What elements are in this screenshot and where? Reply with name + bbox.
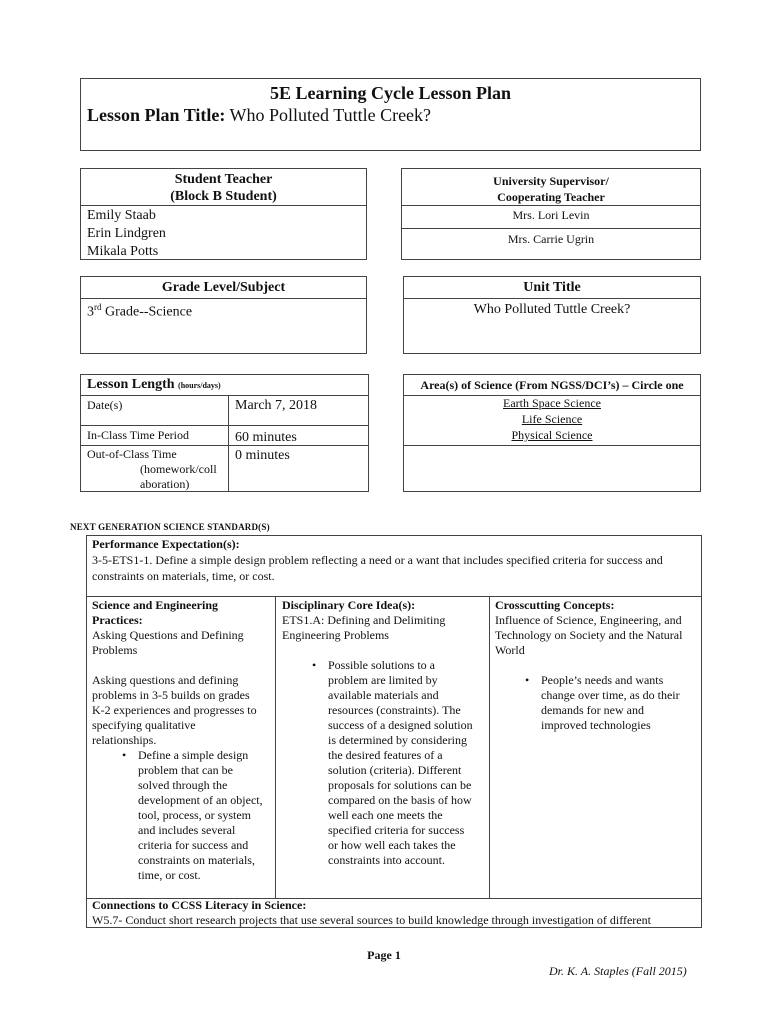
- pe-text-line: constraints on materials, time, or cost.: [92, 569, 275, 583]
- bullet-line: available materials and: [328, 688, 439, 702]
- science-area-earth[interactable]: Earth Space Science: [503, 396, 601, 410]
- spacer: [92, 658, 272, 673]
- lesson-length-title: Lesson Length: [87, 377, 175, 392]
- student-teacher-heading-line1: Student Teacher: [174, 172, 273, 187]
- crosscutting-bullet: [541, 673, 700, 733]
- bullet-line: constraints on materials,: [138, 853, 255, 867]
- bullet-line: resources (constraints). The: [328, 703, 461, 717]
- student-name: Emily Staab: [87, 208, 156, 223]
- divider: [404, 445, 700, 446]
- page-number: Page 1: [367, 948, 401, 962]
- ccss-heading: Connections to CCSS Literacy in Science:: [92, 898, 307, 912]
- bullet-line: or how well each takes the: [328, 838, 456, 852]
- supervisor-heading-line1: University Supervisor/: [493, 174, 609, 188]
- bullet-line: success of a designed solution: [328, 718, 473, 732]
- divider: [81, 205, 366, 206]
- grade-level-value: [87, 302, 192, 321]
- practices-line: Asking questions and defining: [92, 673, 239, 687]
- practices-line: Asking Questions and Defining: [92, 628, 244, 642]
- grade-level-box: [80, 276, 367, 354]
- supervisor-name: Mrs. Carrie Ugrin: [507, 232, 595, 246]
- grade-level-heading: Grade Level/Subject: [161, 280, 286, 295]
- ccss-text: W5.7- Conduct short research projects that use several sources to build knowledge through investigation of different: [92, 913, 651, 927]
- lesson-length-box: [80, 374, 369, 492]
- crosscutting-line: Influence of Science, Engineering, and: [495, 613, 682, 627]
- footer-credit: Dr. K. A. Staples (Fall 2015): [549, 964, 687, 978]
- practices-line: relationships.: [92, 733, 157, 747]
- crosscutting-column: [495, 598, 700, 733]
- student-teacher-heading: [81, 171, 366, 205]
- dci-line: ETS1.A: Defining and Delimiting: [282, 613, 446, 627]
- student-teacher-names: [87, 207, 166, 261]
- bullet-line: specified criteria for success: [328, 823, 465, 837]
- crosscutting-line: World: [495, 643, 525, 657]
- lesson-length-heading: [87, 377, 221, 393]
- divider: [81, 425, 368, 426]
- supervisor-heading-line2: Cooperating Teacher: [497, 190, 605, 204]
- unit-title-heading: Unit Title: [523, 280, 581, 295]
- ngss-section-heading: NEXT GENERATION SCIENCE STANDARD(S): [70, 522, 270, 532]
- practices-line: problems in 3-5 builds on grades: [92, 688, 250, 702]
- out-of-class-label-line: (homework/coll: [140, 462, 217, 476]
- lesson-title-value: Who Polluted Tuttle Creek?: [229, 105, 432, 125]
- spacer: [495, 658, 700, 673]
- dci-column: [282, 598, 487, 868]
- practices-column: [92, 598, 272, 883]
- divider: [489, 596, 490, 898]
- bullet-line: constraints into account.: [328, 853, 445, 867]
- practices-line: Problems: [92, 643, 138, 657]
- in-class-value: 60 minutes: [235, 430, 297, 445]
- practices-line: K-2 experiences and progresses to: [92, 703, 257, 717]
- supervisor-heading: [402, 173, 700, 205]
- student-name: Erin Lindgren: [87, 226, 166, 241]
- grade-subject: Grade--Science: [101, 304, 193, 320]
- lesson-length-unit: (hours/days): [178, 381, 221, 390]
- bullet-line: solved through the: [138, 778, 228, 792]
- ngss-table: [86, 535, 702, 928]
- science-areas-box: [403, 374, 701, 492]
- bullet-line: problem are limited by: [328, 673, 438, 687]
- bullet-line: • People’s needs and wants: [541, 673, 664, 687]
- grade-suffix: rd: [94, 302, 102, 312]
- bullet-line: compared on the basis of how: [328, 793, 472, 807]
- unit-title-value: Who Polluted Tuttle Creek?: [473, 302, 631, 317]
- out-of-class-value: 0 minutes: [235, 448, 290, 463]
- title-box: [80, 78, 701, 151]
- divider: [228, 395, 229, 491]
- bullet-line: change over time, as do their: [541, 688, 680, 702]
- bullet-line: criteria for success and: [138, 838, 249, 852]
- divider: [402, 205, 700, 206]
- bullet-line: demands for new and: [541, 703, 644, 717]
- spacer: [282, 643, 487, 658]
- pe-text-line: 3-5-ETS1-1. Define a simple design problem reflecting a need or a want that includes specified criteria for success and: [92, 553, 663, 567]
- divider: [275, 596, 276, 898]
- dci-line: Engineering Problems: [282, 628, 389, 642]
- main-title: 5E Learning Cycle Lesson Plan: [269, 83, 511, 103]
- practices-bullet: [138, 748, 272, 883]
- crosscutting-heading: Crosscutting Concepts:: [495, 598, 615, 612]
- divider: [87, 596, 701, 597]
- bullet-line: problem that can be: [138, 763, 233, 777]
- student-teacher-heading-line2: (Block B Student): [170, 189, 277, 204]
- bullet-line: time, or cost.: [138, 868, 201, 882]
- dci-heading: Disciplinary Core Idea(s):: [282, 598, 416, 612]
- science-area-physical[interactable]: Physical Science: [511, 428, 593, 442]
- bullet-line: tool, process, or system: [138, 808, 251, 822]
- bullet-line: proposals for solutions can be: [328, 778, 472, 792]
- bullet-line: and includes several: [138, 823, 236, 837]
- pe-heading: Performance Expectation(s):: [92, 537, 240, 551]
- out-of-class-label-line: aboration): [140, 477, 190, 491]
- in-class-label: In-Class Time Period: [87, 428, 190, 442]
- bullet-line: • Define a simple design: [138, 748, 249, 762]
- bullet-line: development of an object,: [138, 793, 263, 807]
- divider: [81, 298, 366, 299]
- supervisor-name: Mrs. Lori Levin: [512, 208, 590, 222]
- date-value: March 7, 2018: [235, 398, 318, 413]
- bullet-line: solution (criteria). Different: [328, 763, 462, 777]
- out-of-class-label: [87, 447, 217, 492]
- science-areas-heading: Area(s) of Science (From NGSS/DCI’s) – Circle one: [420, 378, 684, 392]
- practices-heading: Science and Engineering: [92, 598, 219, 612]
- unit-title-box: [403, 276, 701, 354]
- crosscutting-line: Technology on Society and the Natural: [495, 628, 683, 642]
- date-label: Date(s): [87, 398, 123, 412]
- lesson-title-line: [87, 105, 431, 126]
- bullet-line: • Possible solutions to a: [328, 658, 436, 672]
- practices-heading: Practices:: [92, 613, 143, 627]
- bullet-line: is determined by considering: [328, 733, 467, 747]
- practices-line: specifying qualitative: [92, 718, 196, 732]
- bullet-line: well each one meets the: [328, 808, 443, 822]
- divider: [81, 445, 368, 446]
- lesson-title-label: Lesson Plan Title:: [87, 105, 226, 125]
- dci-bullet: [328, 658, 487, 868]
- bullet-line: improved technologies: [541, 718, 651, 732]
- grade-number: 3: [87, 304, 94, 320]
- science-area-life[interactable]: Life Science: [521, 412, 583, 426]
- divider: [404, 298, 700, 299]
- divider: [81, 395, 368, 396]
- pe-text: [92, 552, 663, 584]
- divider: [402, 228, 700, 229]
- student-name: Mikala Potts: [87, 244, 159, 259]
- supervisor-box: [401, 168, 701, 260]
- bullet-line: the desired features of a: [328, 748, 443, 762]
- out-of-class-label-line: Out-of-Class Time: [87, 447, 177, 461]
- student-teacher-box: [80, 168, 367, 260]
